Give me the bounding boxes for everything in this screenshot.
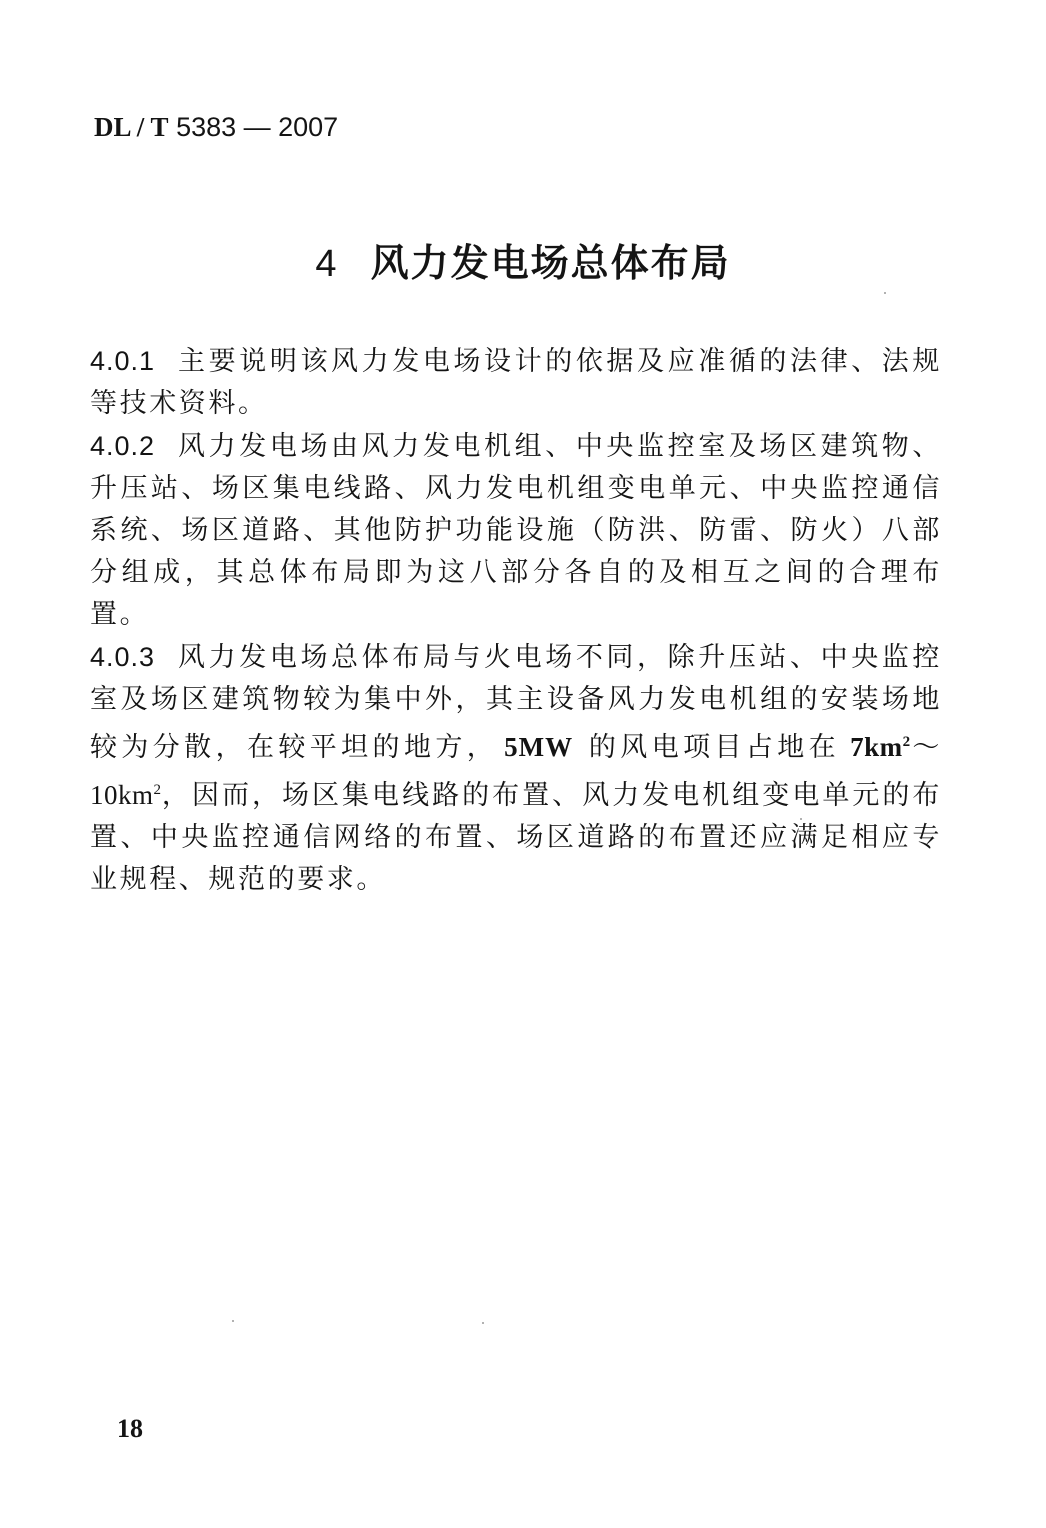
standard-code <box>94 112 338 143</box>
area-separator: ～ <box>910 732 942 763</box>
area-min-exponent: 2 <box>902 734 911 750</box>
clause-text: 主要说明该风力发电场设计的依据及应准循的法律、法规等技术资料。 <box>90 346 942 419</box>
scan-speck <box>884 292 886 294</box>
capacity-value: 5MW <box>504 732 574 762</box>
scan-speck <box>800 818 802 820</box>
chapter-number: 4 <box>315 243 339 285</box>
clause-4-0-1 <box>90 340 942 425</box>
area-min-text: 7km <box>850 732 903 762</box>
clause-4-0-3 <box>90 636 942 901</box>
clause-number: 4.0.2 <box>90 431 156 461</box>
clause-number: 4.0.1 <box>90 346 156 376</box>
clause-number: 4.0.3 <box>90 642 156 672</box>
scan-speck <box>232 1320 234 1322</box>
clause-text-part-b: 的风电项目占地在 <box>587 732 841 763</box>
standard-prefix: DL / T <box>94 112 169 142</box>
page-number: 18 <box>117 1414 143 1443</box>
area-max-value <box>90 780 162 810</box>
clause-text: 风力发电场由风力发电机组、中央监控室及场区建筑物、升压站、场区集电线路、风力发电机组变电单元、中央监控通信系统、场区道路、其他防护功能设施（防洪、防雷、防火）八部分组成，其总体布局即为这八部分各自的及相互之间的合理布置。 <box>90 431 942 630</box>
clause-text-part-c: ，因而，场区集电线路的布置、风力发电机组变电单元的布置、中央监控通信网络的布置、场区道路的布置还应满足相应专业规程、规范的要求。 <box>90 780 942 895</box>
clause-4-0-2 <box>90 425 942 636</box>
area-max-text: 10km <box>90 780 154 810</box>
chapter-title: 风力发电场总体布局 <box>370 241 731 285</box>
body-text <box>90 340 942 901</box>
chapter-heading <box>0 232 1046 287</box>
area-max-exponent: 2 <box>153 782 162 798</box>
scan-speck <box>482 1322 484 1324</box>
clause-text-part-a: 风力发电场总体布局与火电场不同，除升压站、中央监控室及场区建筑物较为集中外，其主设备风力发电机组的安装场地较为分散，在较平坦的地方， <box>90 642 942 763</box>
standard-number: 5383 — 2007 <box>176 112 339 142</box>
area-min-value <box>850 732 911 762</box>
